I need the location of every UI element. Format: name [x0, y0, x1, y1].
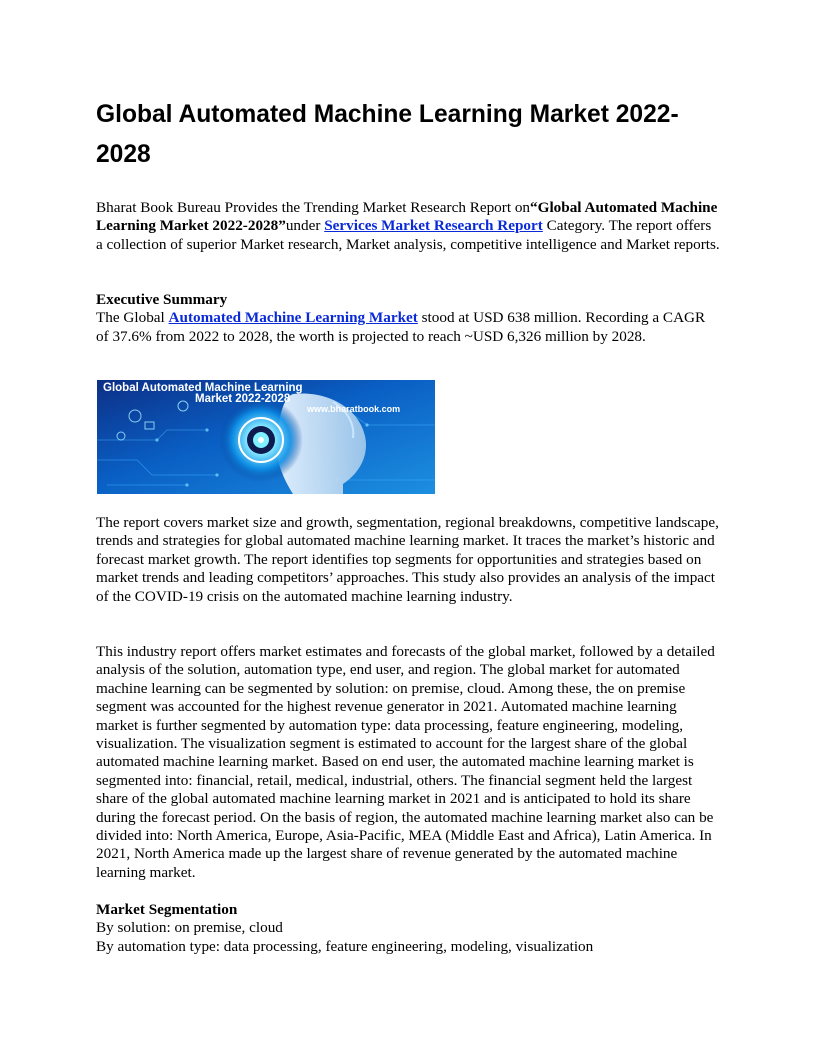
executive-summary-heading: Executive Summary — [96, 291, 228, 308]
page-title: Global Automated Machine Learning Market 2022-2028 — [96, 101, 679, 168]
market-segmentation-section — [96, 901, 720, 956]
banner-image — [97, 380, 435, 494]
segmentation-line: By solution: on premise, cloud — [96, 919, 283, 937]
market-segmentation-heading: Market Segmentation — [96, 901, 238, 918]
banner-website: www.bharatbook.com — [307, 404, 401, 414]
services-market-research-link[interactable]: Services Market Research Report — [324, 217, 543, 235]
executive-summary-section — [96, 291, 720, 346]
banner-illustration — [97, 380, 435, 494]
banner-title-line2: Market 2022-2028 — [195, 393, 291, 405]
intro-under: under — [285, 217, 325, 235]
intro-suffix: Category. The report offers a collection of superior Market research, Market analysis, competitive intelligence and Market reports. — [96, 217, 720, 253]
segmentation-line: By automation type: data processing, feature engineering, modeling, visualization — [96, 937, 594, 955]
banner-title-line1: Global Automated Machine Learning — [103, 382, 303, 394]
intro-paragraph — [96, 199, 720, 254]
intro-prefix: Bharat Book Bureau Provides the Trending Market Research Report on — [96, 199, 531, 216]
executive-summary-prefix: The Global — [96, 309, 169, 327]
intro-report-name: “Global Automated Machine Learning Market 2022-2028” — [96, 199, 718, 235]
executive-summary-text: stood at USD 638 million. Recording a CAGR of 37.6% from 2022 to 2028, the worth is projected to reach ~USD 6,326 million by 2028. — [96, 309, 706, 345]
automated-ml-market-link[interactable]: Automated Machine Learning Market — [168, 309, 418, 327]
overview-paragraph: The report covers market size and growth, segmentation, regional breakdowns, competitive landscape, trends and strategies for global automated machine learning market. It traces the market’s historic and forecast market growth. The report identifies top segments for opportunities and strategies based on market trends and leading competitors’ approaches. This study also provides an analysis of the impact of the COVID-19 crisis on the automated machine learning industry. — [96, 514, 719, 605]
analysis-paragraph: This industry report offers market estimates and forecasts of the global market, followed by a detailed analysis of the solution, automation type, end user, and region. The global market for automated machine learning can be segmented by solution: on premise, cloud. Among these, the on premise segment was accounted for the highest revenue generator in 2021. Automated machine learning market is further segmented by automation type: data processing, feature engineering, modeling, visualization. The visualization segment is estimated to account for the largest share of the global automated machine learning market. Based on end user, the automated machine learning market is segmented into: financial, retail, medical, industrial, others. The financial segment held the largest share of the global automated machine learning market in 2021 and is anticipated to hold its share during the forecast period. On the basis of region, the automated machine learning market also can be divided into: North America, Europe, Asia-Pacific, MEA (Middle East and Africa), Latin America. In 2021, North America made up the largest share of revenue generated by the automated machine learning market. — [96, 643, 715, 881]
